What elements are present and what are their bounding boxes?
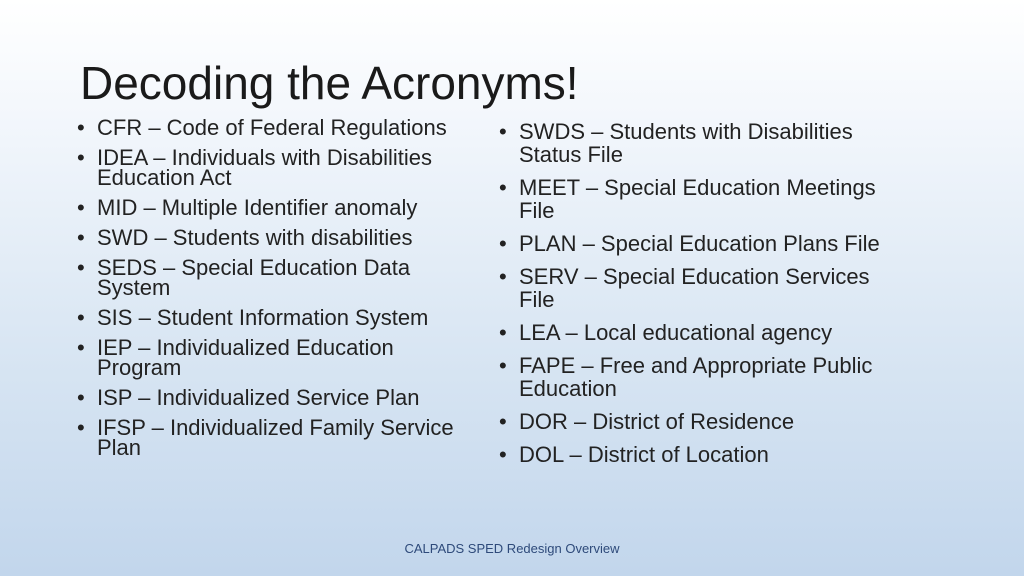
bullet-icon: •: [77, 255, 85, 280]
list-item-text: PLAN – Special Education Plans File: [519, 231, 880, 256]
bullet-icon: •: [499, 231, 507, 256]
list-item: [76, 115, 456, 140]
list-item-text: SWD – Students with disabilities: [97, 225, 413, 250]
list-item-text: MEET – Special Education Meetings File: [519, 175, 876, 223]
bullet-icon: •: [77, 195, 85, 220]
list-item-text: SEDS – Special Education Data System: [97, 255, 411, 300]
list-item: [498, 120, 883, 166]
bullet-icon: •: [499, 353, 507, 378]
list-item-text: SWDS – Students with Disabilities Status File: [519, 119, 853, 167]
bullet-icon: •: [499, 320, 507, 345]
bullet-icon: •: [77, 335, 85, 360]
bullet-icon: •: [77, 415, 85, 440]
list-item: [76, 335, 456, 380]
slide-title: Decoding the Acronyms!: [80, 57, 579, 109]
list-item: [76, 385, 456, 410]
list-item: [76, 145, 456, 190]
list-item: [498, 410, 883, 433]
list-item-text: LEA – Local educational agency: [519, 320, 833, 345]
list-item-text: CFR – Code of Federal Regulations: [97, 115, 447, 140]
acronym-list-left: [76, 115, 456, 468]
list-item-text: IDEA – Individuals with Disabilities Education Act: [97, 145, 433, 190]
list-item: [76, 255, 456, 300]
list-item-text: FAPE – Free and Appropriate Public Education: [519, 353, 873, 401]
slide-footer: CALPADS SPED Redesign Overview: [404, 541, 620, 556]
list-item: [76, 195, 456, 220]
bullet-icon: •: [77, 305, 85, 330]
list-item: [498, 443, 883, 466]
bullet-icon: •: [77, 145, 85, 170]
list-item-text: ISP – Individualized Service Plan: [97, 385, 420, 410]
acronym-list-right: [498, 120, 883, 476]
list-item: [498, 354, 883, 400]
bullet-icon: •: [77, 385, 85, 410]
list-item-text: DOR – District of Residence: [519, 409, 795, 434]
list-item: [498, 176, 883, 222]
bullet-icon: •: [499, 409, 507, 434]
list-item: [76, 305, 456, 330]
list-item: [498, 265, 883, 311]
bullet-icon: •: [77, 225, 85, 250]
list-item-text: SERV – Special Education Services File: [519, 264, 870, 312]
list-item: [498, 232, 883, 255]
bullet-icon: •: [499, 175, 507, 200]
list-item: [76, 225, 456, 250]
bullet-icon: •: [499, 264, 507, 289]
list-item: [498, 321, 883, 344]
list-item-text: IEP – Individualized Education Program: [97, 335, 394, 380]
list-item: [76, 415, 456, 460]
list-item-text: IFSP – Individualized Family Service Plan: [97, 415, 454, 460]
list-item-text: SIS – Student Information System: [97, 305, 429, 330]
bullet-icon: •: [499, 119, 507, 144]
bullet-icon: •: [499, 442, 507, 467]
list-item-text: DOL – District of Location: [519, 442, 769, 467]
list-item-text: MID – Multiple Identifier anomaly: [97, 195, 418, 220]
bullet-icon: •: [77, 115, 85, 140]
